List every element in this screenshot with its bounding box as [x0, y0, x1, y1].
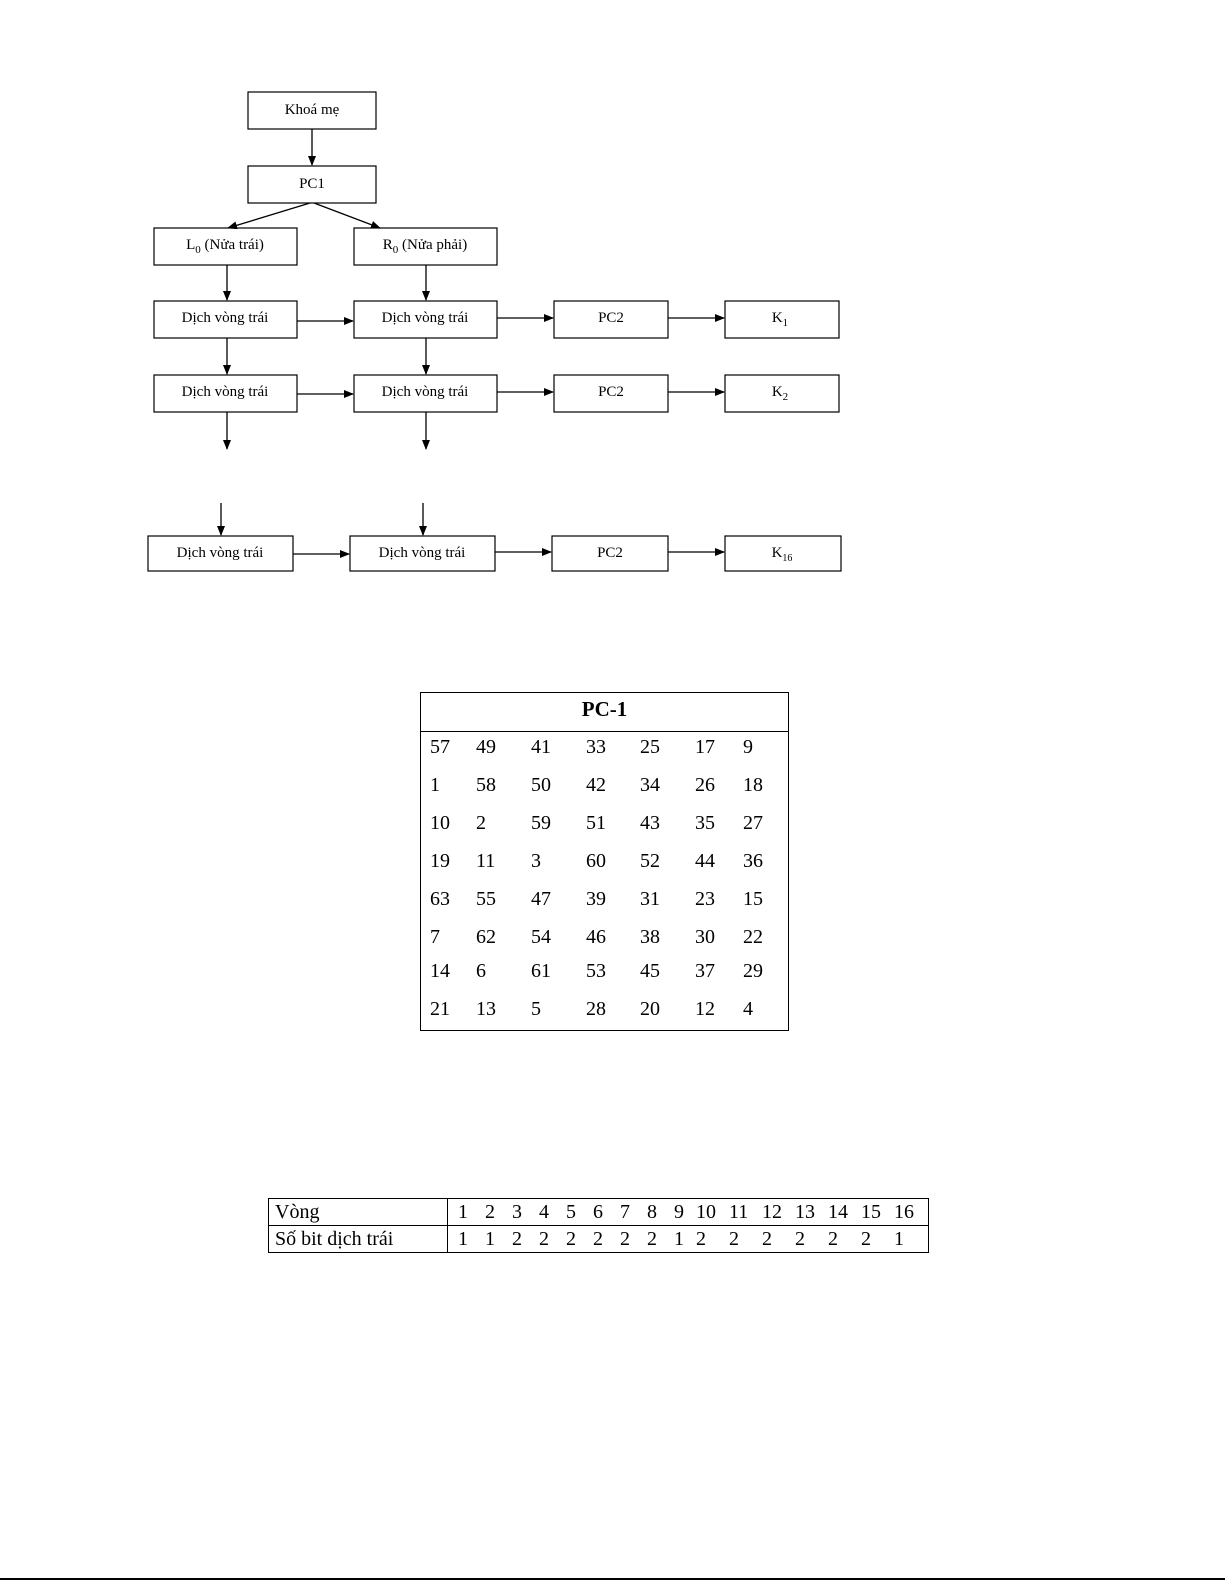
pc1-table-cell: 53 [586, 960, 606, 982]
round-number: 8 [647, 1201, 657, 1223]
pc1-table-cell: 54 [531, 926, 551, 948]
pc1-table-cell: 63 [430, 888, 450, 910]
left-half-label: $L_0$ (Nửa trái) [186, 237, 264, 256]
pc1-table-cell: 28 [586, 998, 606, 1020]
shift-left-label-1: Dịch vòng trái [181, 310, 269, 326]
pc1-table-cell: 13 [476, 998, 496, 1020]
pc1-table-cell: 18 [743, 774, 763, 796]
pc1-table-cell: 21 [430, 998, 450, 1020]
round-number: 13 [795, 1201, 815, 1223]
shift-bit-count: 2 [828, 1228, 838, 1250]
pc1-table-cell: 23 [695, 888, 715, 910]
shift-bit-count: 2 [512, 1228, 522, 1250]
pc1-table-cell: 7 [430, 926, 440, 948]
pc1-table-cell: 42 [586, 774, 606, 796]
pc1-table-cell: 39 [586, 888, 606, 910]
left-half-subscript: 0 [195, 244, 201, 256]
round-number: 12 [762, 1201, 782, 1223]
pc1-table-cell: 50 [531, 774, 551, 796]
round-number: 16 [894, 1201, 914, 1223]
pc1-table-cell: 2 [476, 812, 486, 834]
round-number: 15 [861, 1201, 881, 1223]
pc1-table-cell: 29 [743, 960, 763, 982]
pc1-table-cell: 45 [640, 960, 660, 982]
shift-bit-count: 2 [539, 1228, 549, 1250]
pc1-table-cell: 14 [430, 960, 450, 982]
pc1-table-cell: 27 [743, 812, 763, 834]
shift-bit-count: 1 [485, 1228, 495, 1250]
pc1-table-cell: 37 [695, 960, 715, 982]
pc1-table-cell: 17 [695, 736, 715, 758]
pc1-table-row [421, 884, 788, 914]
pc1-table-cell: 4 [743, 998, 753, 1020]
shift-schedule-table [268, 1198, 929, 1253]
pc1-table-cell: 3 [531, 850, 541, 872]
pc1-table-row [421, 956, 788, 986]
shift-bit-count: 2 [729, 1228, 739, 1250]
pc1-table [420, 692, 789, 1031]
shift-bit-count: 2 [647, 1228, 657, 1250]
page-bottom-rule [0, 1578, 1225, 1580]
pc2-label-2: PC2 [598, 384, 624, 400]
shift-bit-count: 2 [696, 1228, 706, 1250]
shift-left-label-2: Dịch vòng trái [181, 384, 269, 400]
pc1-table-cell: 9 [743, 736, 753, 758]
shift-row-rounds [269, 1199, 929, 1226]
pc2-label-1: PC2 [598, 310, 624, 326]
k2-label: $K_2$ [771, 384, 789, 403]
round-number: 11 [729, 1201, 749, 1223]
pc1-table-cell: 19 [430, 850, 450, 872]
pc1-table-cell: 55 [476, 888, 496, 910]
rounds-values [448, 1199, 929, 1226]
pc1-table-cell: 61 [531, 960, 551, 982]
pc1-table-cell: 26 [695, 774, 715, 796]
shift-bit-count: 2 [762, 1228, 772, 1250]
pc1-table-row [421, 808, 788, 838]
round-number: 14 [828, 1201, 848, 1223]
pc1-table-cell: 34 [640, 774, 660, 796]
shift-bit-count: 2 [566, 1228, 576, 1250]
right-half-label: $R_0$ (Nửa phải) [382, 237, 468, 256]
pc1-table-cell: 5 [531, 998, 541, 1020]
shift-bit-count: 2 [620, 1228, 630, 1250]
shift-right-label-1: Dịch vòng trái [381, 310, 469, 326]
pc1-table-cell: 25 [640, 736, 660, 758]
pc1-table-cell: 52 [640, 850, 660, 872]
round-number: 7 [620, 1201, 630, 1223]
pc1-table-cell: 49 [476, 736, 496, 758]
k16-label: $K_{16}$ [771, 545, 793, 564]
master-key-label: Khoá mẹ [284, 102, 340, 118]
pc1-table-cell: 15 [743, 888, 763, 910]
shift-bit-count: 2 [861, 1228, 871, 1250]
shift-bit-count: 2 [593, 1228, 603, 1250]
pc1-table-cell: 62 [476, 926, 496, 948]
pc1-table-cell: 57 [430, 736, 450, 758]
pc1-table-cell: 20 [640, 998, 660, 1020]
pc2-label-16: PC2 [597, 545, 623, 561]
pc1-table-cell: 41 [531, 736, 551, 758]
k1-label: $K_1$ [771, 310, 789, 329]
right-half-subscript: 0 [392, 244, 399, 256]
pc1-table-cell: 31 [640, 888, 660, 910]
pc1-table-cell: 11 [476, 850, 496, 872]
shift-row-bits [269, 1226, 929, 1253]
pc1-table-row [421, 846, 788, 876]
key-schedule-diagram [0, 0, 1225, 620]
pc1-label: PC1 [299, 176, 325, 192]
round-number: 5 [566, 1201, 576, 1223]
shift-right-label-16: Dịch vòng trái [378, 545, 466, 561]
round-number: 6 [593, 1201, 603, 1223]
shift-bit-count: 2 [795, 1228, 805, 1250]
pc1-table-cell: 43 [640, 812, 660, 834]
pc1-table-cell: 22 [743, 926, 763, 948]
shift-bit-count: 1 [894, 1228, 904, 1250]
pc1-table-row [421, 732, 788, 762]
round-number: 1 [458, 1201, 468, 1223]
round-number: 4 [539, 1201, 549, 1223]
round-number: 3 [512, 1201, 522, 1223]
shift-right-label-2: Dịch vòng trái [381, 384, 469, 400]
pc1-table-cell: 30 [695, 926, 715, 948]
round-number: 2 [485, 1201, 495, 1223]
shift-bit-count: 1 [458, 1228, 468, 1250]
arrow-pc1-right [314, 203, 380, 228]
pc1-table-cell: 10 [430, 812, 450, 834]
rounds-label: Vòng [269, 1199, 448, 1226]
pc1-table-cell: 60 [586, 850, 606, 872]
round-number: 9 [674, 1201, 684, 1223]
pc1-table-cell: 44 [695, 850, 715, 872]
pc1-table-title: PC-1 [421, 693, 788, 732]
pc1-table-cell: 6 [476, 960, 486, 982]
pc1-table-cell: 47 [531, 888, 551, 910]
pc1-table-cell: 35 [695, 812, 715, 834]
pc1-table-cell: 51 [586, 812, 606, 834]
pc1-table-cell: 38 [640, 926, 660, 948]
pc1-table-cell: 1 [430, 774, 440, 796]
pc1-table-row [421, 922, 788, 952]
pc1-table-cell: 59 [531, 812, 551, 834]
shift-bit-count: 1 [674, 1228, 684, 1250]
pc1-table-cell: 36 [743, 850, 763, 872]
shift-bits-label: Số bit dịch trái [269, 1226, 448, 1253]
shift-left-label-16: Dịch vòng trái [176, 545, 264, 561]
pc1-table-cell: 46 [586, 926, 606, 948]
shift-bits-values [448, 1226, 929, 1253]
arrow-pc1-left [228, 203, 310, 228]
pc1-table-row [421, 994, 788, 1024]
pc1-table-cell: 33 [586, 736, 606, 758]
round-number: 10 [696, 1201, 716, 1223]
pc1-table-cell: 58 [476, 774, 496, 796]
pc1-table-cell: 12 [695, 998, 715, 1020]
pc1-table-row [421, 770, 788, 800]
